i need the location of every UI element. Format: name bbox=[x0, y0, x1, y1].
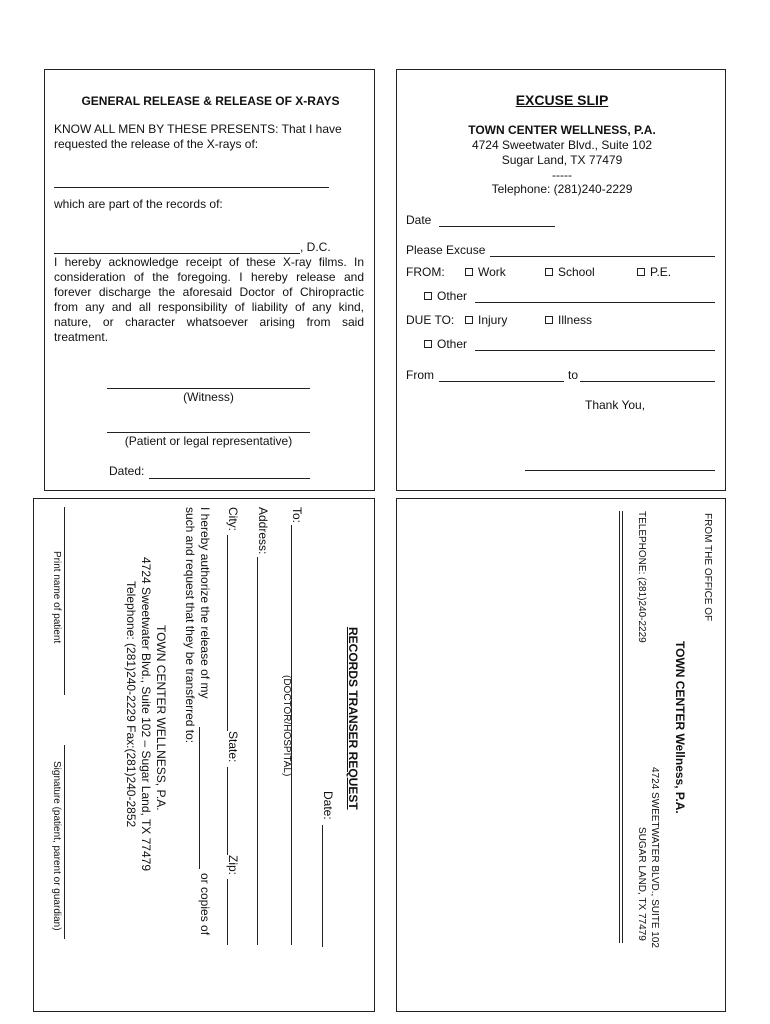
thank-you: Thank You, bbox=[585, 398, 646, 412]
please-excuse-label: Please Excuse bbox=[406, 243, 486, 257]
please-excuse-field[interactable] bbox=[490, 256, 715, 257]
release-title: GENERAL RELEASE & RELEASE OF X-RAYS bbox=[81, 94, 340, 108]
records-tel-fax: Telephone: (281)240-2229 Fax:(281)240-2852 bbox=[124, 581, 138, 828]
from-other-field[interactable] bbox=[475, 302, 715, 303]
dated-field[interactable] bbox=[149, 478, 310, 479]
pe-checkbox[interactable] bbox=[637, 268, 645, 276]
xray-patient-field[interactable] bbox=[54, 187, 329, 188]
from-date-field[interactable] bbox=[439, 381, 564, 382]
signature-field[interactable] bbox=[64, 745, 65, 939]
to-label: To: bbox=[290, 507, 304, 524]
records-title: RECORDS TRANSER REQUEST bbox=[346, 627, 360, 810]
authorize-or: or copies of bbox=[198, 873, 212, 936]
print-name-field[interactable] bbox=[64, 507, 65, 695]
excuse-address2: Sugar Land, TX 77479 bbox=[501, 153, 623, 167]
excuse-telephone: Telephone: (281)240-2229 bbox=[491, 182, 633, 196]
city-field[interactable] bbox=[227, 535, 228, 731]
excuse-address1: 4724 Sweetwater Blvd., Suite 102 bbox=[471, 138, 653, 152]
excuse-signature-field[interactable] bbox=[525, 470, 715, 471]
patient-rep-label: (Patient or legal representative) bbox=[124, 434, 293, 448]
due-other-label: Other bbox=[437, 337, 468, 351]
dc-label: , D.C. bbox=[300, 240, 331, 254]
office-city: SUGAR LAND, TX 77479 bbox=[636, 827, 647, 941]
due-other-checkbox[interactable] bbox=[424, 340, 432, 348]
records-panel bbox=[33, 498, 375, 1012]
release-intro-line2: requested the release of the X-rays of: bbox=[54, 137, 259, 151]
excuse-panel bbox=[396, 69, 726, 491]
school-checkbox[interactable] bbox=[545, 268, 553, 276]
from-label: FROM: bbox=[406, 265, 445, 279]
authorize-line2: such and request that they be transferred to: bbox=[183, 507, 197, 744]
state-label: State: bbox=[226, 731, 240, 763]
office-rule-double bbox=[619, 511, 620, 943]
authorize-line1: I hereby authorize the release of my bbox=[198, 507, 212, 699]
pe-label: P.E. bbox=[650, 265, 672, 279]
work-label: Work bbox=[478, 265, 506, 279]
witness-label: (Witness) bbox=[183, 390, 234, 404]
release-intro-line1: KNOW ALL MEN BY THESE PRESENTS: That I have bbox=[54, 122, 342, 136]
school-label: School bbox=[558, 265, 595, 279]
doctor-field[interactable] bbox=[54, 253, 300, 254]
records-address: 4724 Sweetwater Blvd., Suite 102 – Sugar Land, TX 77479 bbox=[139, 557, 153, 871]
records-type-field[interactable] bbox=[199, 727, 200, 869]
from-other-label: Other bbox=[437, 289, 468, 303]
illness-option[interactable] bbox=[545, 313, 592, 327]
school-option[interactable] bbox=[545, 265, 595, 279]
doctor-hospital-label: (DOCTOR/HOSPITAL) bbox=[281, 675, 292, 777]
dated-label: Dated: bbox=[109, 464, 145, 478]
address-label: Address: bbox=[256, 507, 270, 555]
patient-rep-field[interactable] bbox=[107, 432, 310, 433]
work-checkbox[interactable] bbox=[465, 268, 473, 276]
from-office-label: FROM THE OFFICE OF bbox=[702, 513, 713, 622]
records-of-label: which are part of the records of: bbox=[54, 197, 223, 211]
due-other-field[interactable] bbox=[475, 350, 715, 351]
witness-field[interactable] bbox=[107, 388, 310, 389]
city-label: City: bbox=[226, 507, 240, 531]
injury-option[interactable] bbox=[465, 313, 507, 327]
to-date-field[interactable] bbox=[580, 381, 715, 382]
release-body: I hereby acknowledge receipt of these X-ray films. In consideration of the foregoing. I hereby release and forever discharge the aforesaid Doctor of Chiropractic from any and all responsibility of liability of any kind, nature, or character whatsoever arising from said treatment. bbox=[54, 255, 364, 344]
signature-label: Signature (patient, parent or guardian) bbox=[51, 761, 62, 931]
date-label: Date bbox=[406, 213, 432, 227]
excuse-dashes: ----- bbox=[552, 168, 572, 182]
injury-label: Injury bbox=[478, 313, 508, 327]
print-name-label: Print name of patient bbox=[51, 551, 62, 644]
excuse-date-field[interactable] bbox=[439, 226, 555, 227]
office-rule bbox=[622, 511, 623, 943]
excuse-company: TOWN CENTER WELLNESS, P.A. bbox=[468, 123, 656, 137]
from-date-label: From bbox=[406, 368, 434, 382]
illness-label: Illness bbox=[558, 313, 593, 327]
work-option[interactable] bbox=[465, 265, 506, 279]
records-company: TOWN CENTER WELLNESS, P.A. bbox=[154, 625, 168, 811]
excuse-title: EXCUSE SLIP bbox=[515, 92, 609, 108]
office-telephone: TELEPHONE: (281)240-2229 bbox=[636, 511, 647, 643]
office-panel bbox=[396, 498, 726, 1012]
release-panel bbox=[44, 69, 375, 491]
illness-checkbox[interactable] bbox=[545, 316, 553, 324]
office-street: 4724 SWEETWATER BLVD., SUITE 102 bbox=[649, 767, 660, 948]
to-label: to bbox=[568, 368, 579, 382]
injury-checkbox[interactable] bbox=[465, 316, 473, 324]
records-date-field[interactable] bbox=[322, 825, 323, 947]
from-other-option[interactable] bbox=[424, 289, 467, 303]
state-field[interactable] bbox=[227, 767, 228, 855]
office-company: TOWN CENTER Wellness, P.A. bbox=[673, 641, 687, 814]
zip-label: Zip: bbox=[226, 855, 240, 876]
pe-option[interactable] bbox=[637, 265, 671, 279]
records-date-label: Date: bbox=[321, 791, 335, 820]
zip-field[interactable] bbox=[227, 879, 228, 945]
due-other-option[interactable] bbox=[424, 337, 467, 351]
from-other-checkbox[interactable] bbox=[424, 292, 432, 300]
due-to-label: DUE TO: bbox=[406, 313, 455, 327]
address-field[interactable] bbox=[257, 557, 258, 945]
